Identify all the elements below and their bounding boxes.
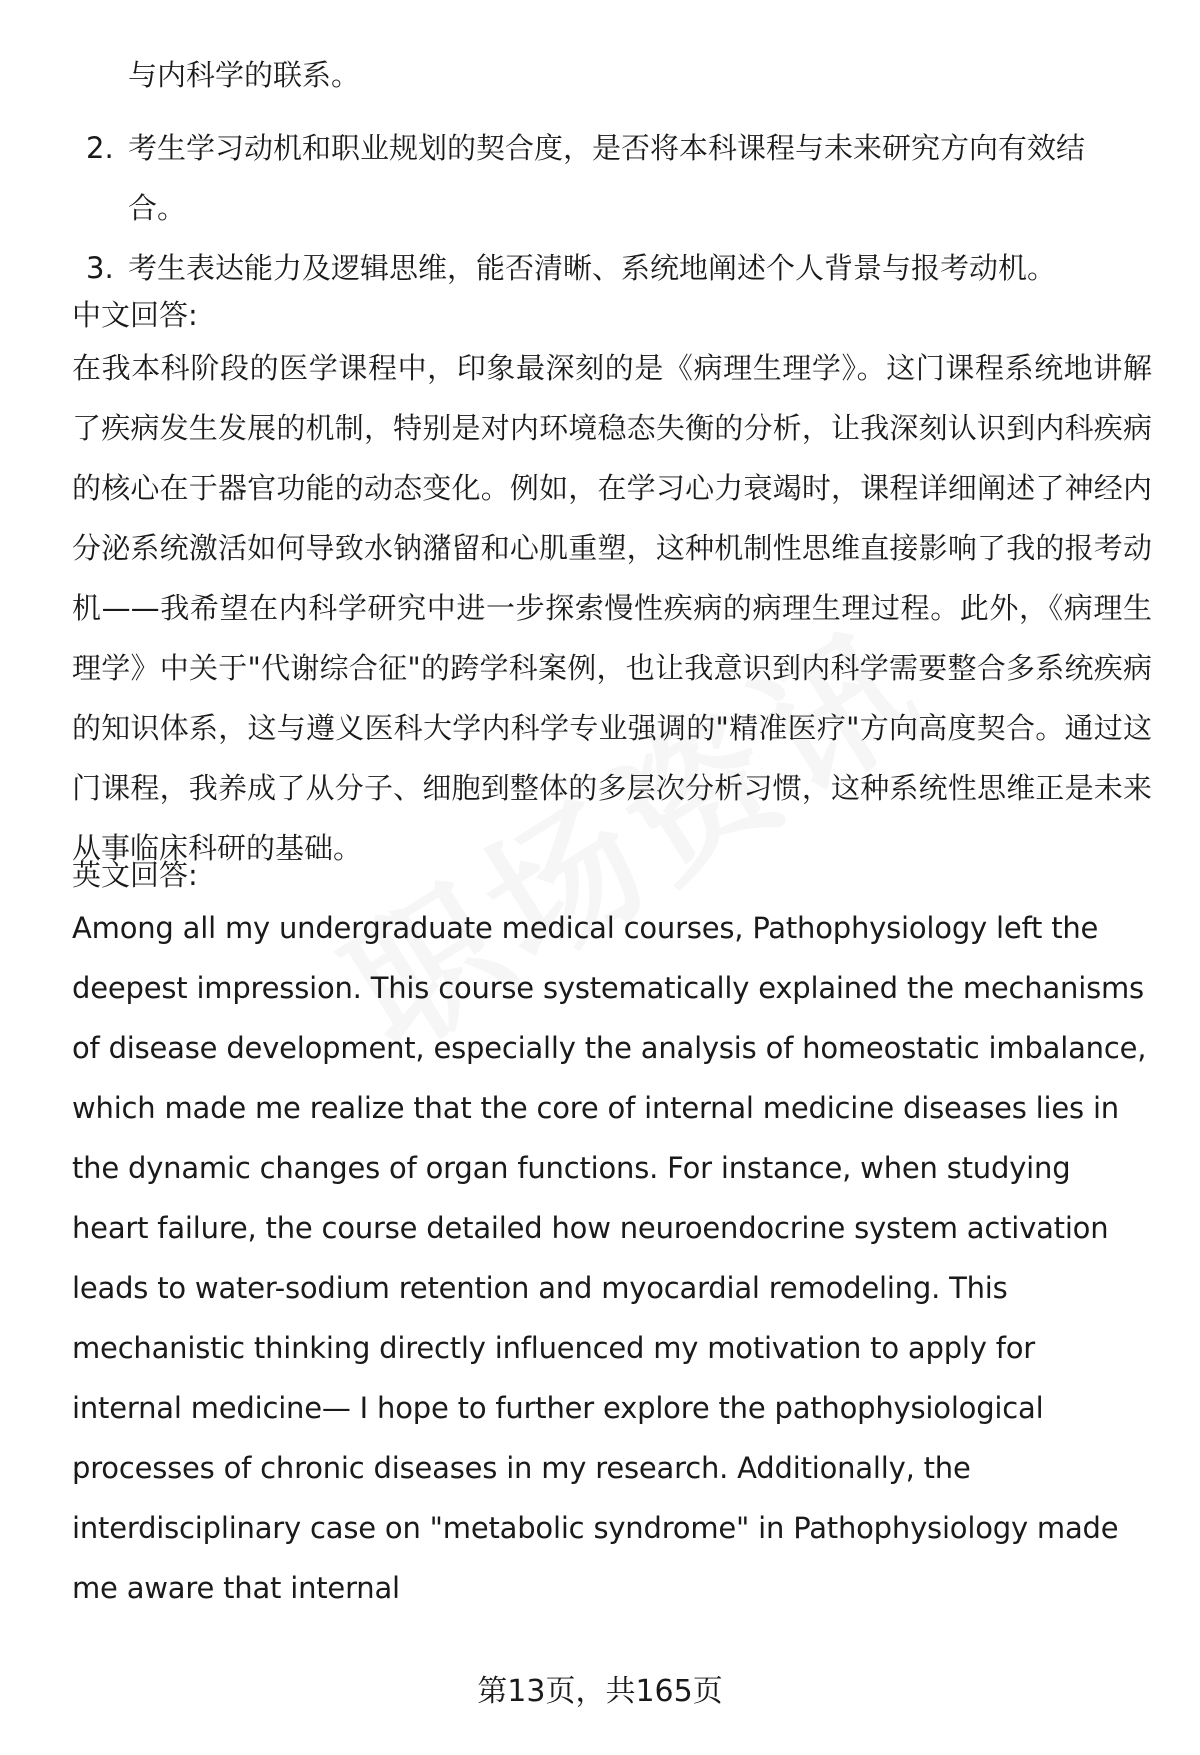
criteria-list <box>72 118 1142 298</box>
english-answer-label: 英文回答: <box>72 858 198 892</box>
list-item <box>72 118 1142 238</box>
list-item-text: 考生表达能力及逻辑思维，能否清晰、系统地阐述个人背景与报考动机。 <box>128 251 1057 285</box>
list-number: 2. <box>86 131 114 165</box>
chinese-answer-label: 中文回答: <box>72 298 198 332</box>
list-item <box>72 238 1142 298</box>
list-number: 3. <box>86 251 114 285</box>
chinese-answer-paragraph: 在我本科阶段的医学课程中，印象最深刻的是《病理生理学》。这门课程系统地讲解了疾病发生发展的机制，特别是对内环境稳态失衡的分析，让我深刻认识到内科疾病的核心在于器官功能的动态变化。例如，在学习心力衰竭时，课程详细阐述了神经内分泌系统激活如何导致水钠潴留和心肌重塑，这种机制性思维直接影响了我的报考动机——我希望在内科学研究中进一步探索慢性疾病的病理生理过程。此外，《病理生理学》中关于"代谢综合征"的跨学科案例，也让我意识到内科学需要整合多系统疾病的知识体系，这与遵义医科大学内科学专业强调的"精准医疗"方向高度契合。通过这门课程，我养成了从分子、细胞到整体的多层次分析习惯，这种系统性思维正是未来从事临床科研的基础。 <box>72 351 1152 865</box>
list-item-continuation: 与内科学的联系。 <box>128 58 361 92</box>
page-number-footer: 第13页，共165页 <box>477 1674 723 1709</box>
english-answer-paragraph: Among all my undergraduate medical courses, Pathophysiology left the deepest impression. This course systematically explained the mechanisms of disease development, especially the analysis of homeostatic imbalance, which made me realize that the core of internal medicine diseases lies in the dynamic changes of organ functions. For instance, when studying heart failure, the course detailed how neuroendocrine system activation leads to water-sodium retention and myocardial remodeling. This mechanistic thinking directly influenced my motivation to apply for internal medicine— I hope to further explore the pathophysiological processes of chronic diseases in my research. Additionally, the interdisciplinary case on "metabolic syndrome" in Pathophysiology made me aware that internal <box>72 911 1147 1605</box>
list-item-text: 考生学习动机和职业规划的契合度，是否将本科课程与未来研究方向有效结合。 <box>128 131 1086 225</box>
